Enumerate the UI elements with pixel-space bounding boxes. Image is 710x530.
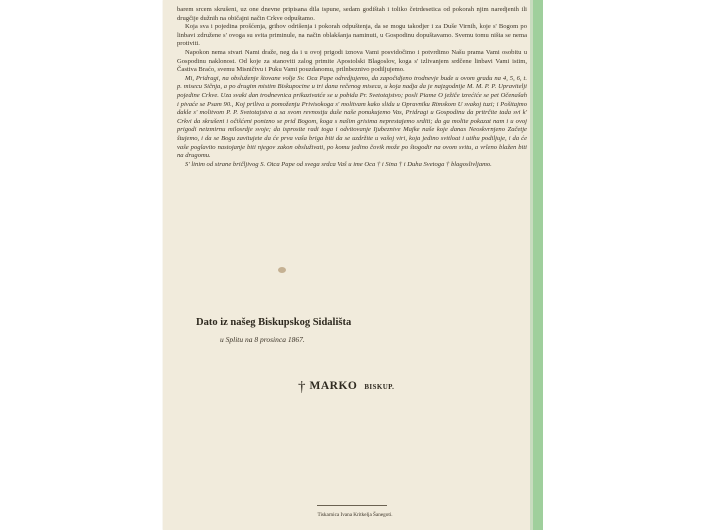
paragraph-4: Mi, Pridragi, na obsluženje štovane volje Sv. Oca Pape odredjujemo, da započidjeno trodnevje bude u ovom gradu na 4, 5, 6, t. p. misecu Sičnja, a po drugim mistim Biskupocine u tri dana rečenog miseca, u koja nadja da je najzgodnije M. M. P. P. Upravitelji pojedine Crkve. Uza svaki dan trodnevnica prikazivatće se u pobida Pr. Svetotajstvo; posli Piame O ježiče izrećiće se pet Očenašah i pivaće se Psam 90., Koj priliva u pomoženju Privisokoga s' molitvam kako slidu u Opravniku Rimskom U svakoj tuzi; i Pošitajmo dakle s' molitvom P. P. Svetotajstva a sa svom revnostju duše naše ponukujemo Vas, Pridragi u Gospodinu da pritrčite tada svi k' Crkvi da skrušeni i očišćeni ponizno se prid Bogom, koga s našim grisima neprestajemo srditi; da ga molite pokazat nam i u ovoj prigodi neizmirnu milosrdje svoje; da isprosite radi toga i odvitovanje Ijubeznive Majke naše koje danas Neoskvrnjeno Začetje štujemo, i da se Bogu zavitujete da će prva vaša briga biti da se uzdržite u vašoj viri, koja jedino svitloat i utihu podiljuje, i da će vaše poglavito nastojanje biti njegov zakon obsluživati, po komu jedino čovik može po štogodir na ovom svitu, a vrleno blažen biti na drugomu.: [177, 74, 527, 160]
paragraph-2: Koja sva i pojedina prošćenja, grihov odrišenja i pokorah odpuštenja, da se mogu takodjer i za Duše Virnih, koje s' Bogom po linbavi združene s' ovoga su svita priminule, na način oblakšanja naminuti, u Gospodinu dopuštavamo. Svemu tomu ništa se nema protiviti.: [177, 23, 527, 48]
footer-rule: [317, 505, 387, 506]
green-page-edge: [530, 0, 543, 530]
paragraph-5: S' linim od strane bričljivog S. Otca Pape od svega srdca Vaš u ime Oca † i Sina † i Duha Svetoga † blagoslivljamo.: [185, 160, 492, 168]
place-date: u Splitu na 8 prosinca 1867.: [220, 335, 305, 344]
ink-stain: [278, 267, 286, 273]
cross-icon: †: [298, 379, 306, 395]
paragraph-1: barem srcem skrušeni, uz one dnevne pripisana dila ispune, sedam godištah i toliko četrdesetica od pokorah njim naredjenih ili drugčije dužnih na običajni način Crkve odpuštamo.: [177, 6, 527, 22]
signature-title: BISKUP.: [364, 383, 395, 391]
document-body: [177, 6, 527, 169]
signature: [298, 376, 394, 396]
paragraph-3: Napokon nema stvari Nami draže, neg da i u ovoj prigodi iznova Vami posvidočimo i potvrdimo Našu prama Vami osobitu u Gospodinu naklonost. Od koje za stanoviti zalog primite Apostolski Blagoslov, koga s' izlivanjem srdčene linbavi Vami istim, Častiva Braćo, svemu Misničtvu i Puku Vami pouzdanomu, prilnbeznivo podiljujemo.: [177, 48, 527, 74]
signature-name: MARKO: [309, 380, 358, 392]
dated-heading: Dato iz našeg Biskupskog Sidališta: [196, 317, 352, 328]
printer-imprint: Tiskarnica Ivana Kritkelja Šanegoti.: [317, 512, 393, 518]
